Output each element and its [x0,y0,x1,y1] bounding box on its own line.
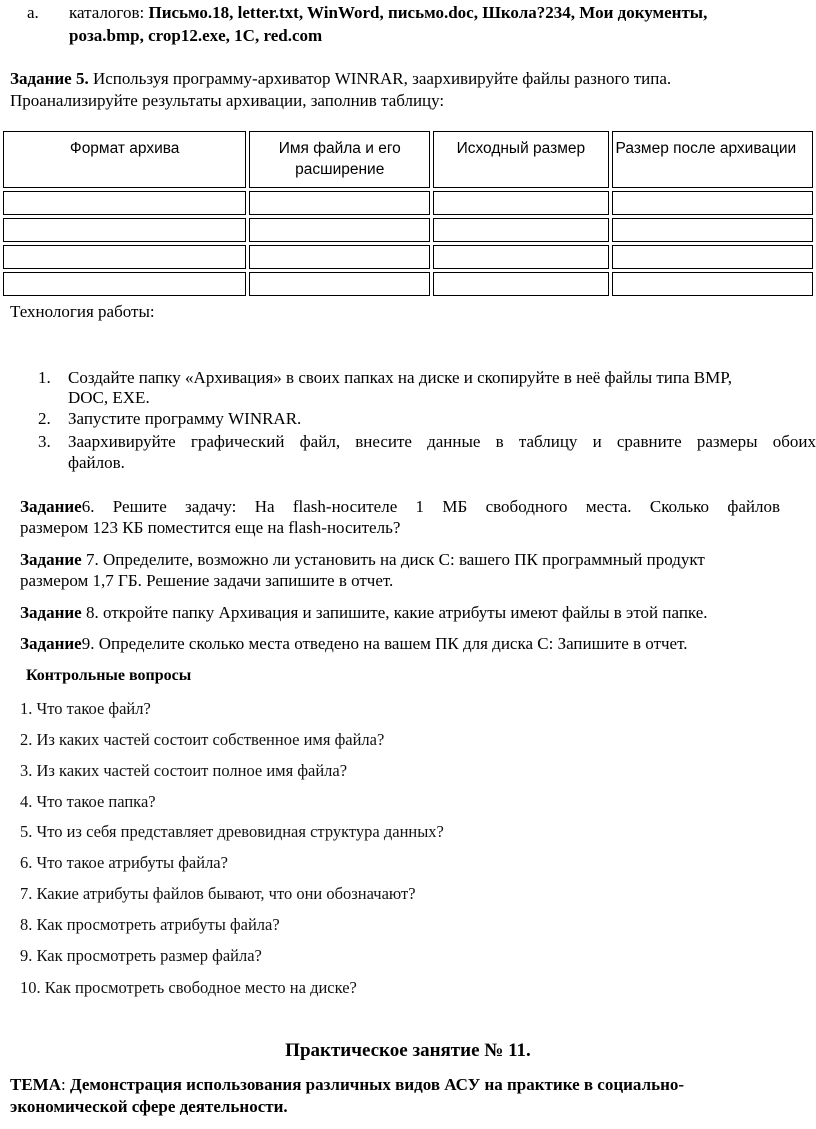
table-cell[interactable] [612,218,813,242]
task7-label: Задание [20,550,82,569]
question-item: 3. Из каких частей состоит полное имя файла? [20,761,348,780]
step-number: 3. [38,432,51,451]
step-2-line1: Запустите программу WINRAR. [68,409,302,428]
table-row [3,218,813,242]
task5-line1 [10,69,671,89]
tema-line2: экономической сфере деятельности. [10,1097,288,1116]
tema-text1: Демонстрация использования различных видов АСУ на практике в социально- [69,1075,685,1094]
tema-label: ТЕМА [10,1075,61,1094]
table-header-cell [612,131,813,188]
question-item: 1. Что такое файл? [20,699,151,718]
control-questions-title: Контрольные вопросы [26,667,192,684]
table-row [3,245,813,269]
table-cell[interactable] [249,272,430,296]
task6-label: Задание [20,497,82,516]
catalog-prefix: каталогов: [69,3,149,22]
table-cell[interactable] [3,218,246,242]
table-cell[interactable] [249,218,430,242]
table-cell[interactable] [612,245,813,269]
task9-text: 9. Определите сколько места отведено на вашем ПК для диска С: Запишите в отчет. [81,634,688,653]
task5-line2: Проанализируйте результаты архивации, заполнив таблицу: [10,91,445,110]
task9-label: Задание [20,634,82,653]
task9-line [20,634,688,654]
header-filename-2: расширение [295,161,385,178]
tema-sep: : [61,1075,70,1094]
table-cell[interactable] [612,272,813,296]
task6-line2: размером 123 КБ поместится еще на flash-носитель? [20,518,401,537]
question-item: 5. Что из себя представляет древовидная структура данных? [20,822,444,841]
step-3-line2: файлов. [68,453,125,472]
catalog-names-2: роза.bmp, crop12.exe, 1C, red.com [69,26,323,45]
table-cell[interactable] [433,245,608,269]
task5-label: Задание 5. [10,69,89,88]
step-1-line2: DOC, EXE. [68,388,150,407]
list-marker-a: a. [27,3,39,22]
question-item: 9. Как просмотреть размер файла? [20,946,262,965]
question-item: 8. Как просмотреть атрибуты файла? [20,915,280,934]
question-item: 2. Из каких частей состоит собственное имя файла? [20,730,385,749]
task7-line1 [20,550,705,570]
table-cell[interactable] [249,245,430,269]
table-cell[interactable] [3,272,246,296]
table-cell[interactable] [433,218,608,242]
table-cell[interactable] [3,191,246,215]
task7-line2: размером 1,7 ГБ. Решение задачи запишите в отчет. [20,571,394,590]
header-archived-size: Размер после архивации [615,140,797,157]
question-item: 7. Какие атрибуты файлов бывают, что они обозначают? [20,884,416,903]
question-item: 10. Как просмотреть свободное место на диске? [20,978,357,997]
table-cell[interactable] [249,191,430,215]
task6-text1: 6. Решите задачу: На flash-носителе 1 МБ свободного места. Сколько файлов [81,497,780,516]
question-item: 4. Что такое папка? [20,792,156,811]
header-format: Формат архива [69,140,180,157]
catalog-list-line1 [69,3,707,23]
step-number: 2. [38,409,51,428]
tech-heading: Технология работы: [10,302,155,321]
task6-line1 [20,497,780,517]
table-header-cell [3,131,246,188]
archive-results-table [0,128,816,299]
table-cell[interactable] [612,191,813,215]
task7-text1: 7. Определите, возможно ли установить на диск С: вашего ПК программный продукт [81,550,705,569]
header-original-size: Исходный размер [456,140,586,157]
question-item: 6. Что такое атрибуты файла? [20,853,228,872]
task5-text1: Используя программу-архиватор WINRAR, заархивируйте файлы разного типа. [88,69,672,88]
table-cell[interactable] [3,245,246,269]
table-cell[interactable] [433,191,608,215]
tema-line1 [10,1075,684,1095]
step-1-line1: Создайте папку «Архивация» в своих папках на диске и скопируйте в неё файлы типа BMP, [68,368,733,387]
header-filename-1: Имя файла и его [278,140,401,157]
table-header-cell [433,131,608,188]
catalog-names-1: Письмо.18, letter.txt, WinWord, письмо.doc, Школа?234, Мои документы, [148,3,708,22]
table-cell[interactable] [433,272,608,296]
table-header-cell [249,131,430,188]
table-row [3,272,813,296]
table-row [3,191,813,215]
step-3-line1: Заархивируйте графический файл, внесите данные в таблицу и сравните размеры обоих [68,432,816,451]
task8-label: Задание [20,603,82,622]
task8-line [20,603,708,623]
table-header-row [3,131,813,188]
step-number: 1. [38,368,51,387]
task8-text: 8. откройте папку Архивация и запишите, какие атрибуты имеют файлы в этой папке. [81,603,708,622]
practical-title: Практическое занятие № 11. [285,1040,531,1061]
